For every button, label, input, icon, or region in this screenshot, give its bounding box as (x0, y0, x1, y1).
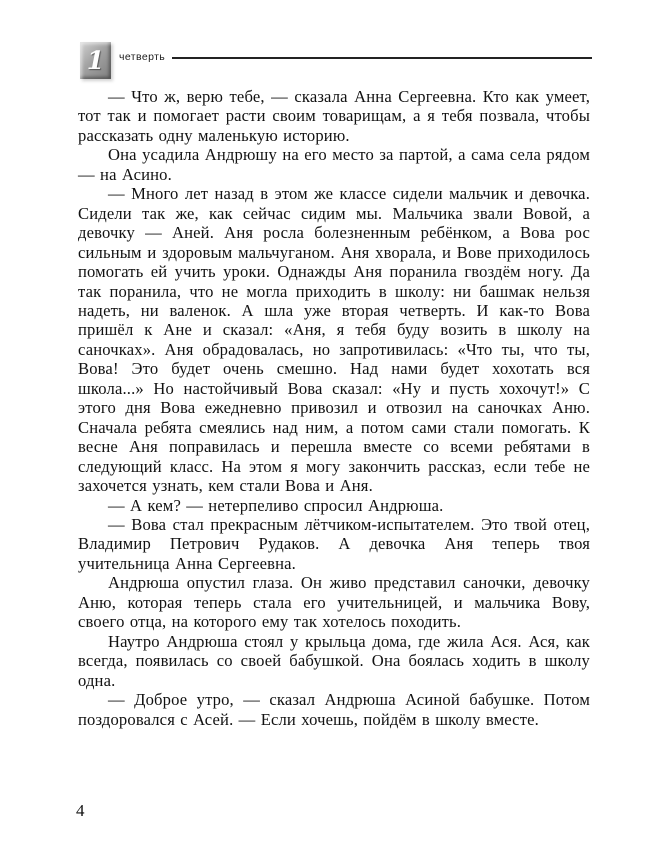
paragraph: — А кем? — нетерпеливо спросил Андрюша. (108, 495, 444, 515)
chapter-header (80, 42, 592, 82)
paragraph: — Вова стал прекрасным лётчиком-испытателем. Это твой отец, Владимир Петрович Рудаков. А девочка Аня теперь твоя учительница Анна Сергеевна. (78, 514, 590, 573)
paragraph: — Доброе утро, — сказал Андрюша Асиной бабушке. Потом поздоровался с Асей. — Если хочешь, пойдём в школу вместе. (78, 690, 590, 729)
paragraph: Наутро Андрюша стоял у крыльца дома, где жила Ася. Ася, как всегда, появилась со своей бабушкой. Она боялась ходить в школу одна. (78, 631, 590, 690)
quarter-number: 1 (86, 46, 105, 75)
quarter-badge (80, 42, 111, 79)
paragraph: — Много лет назад в этом же классе сидели мальчик и девочка. Сидели так же, как сейчас сидим мы. Мальчика звали Вовой, а девочку — Аней. Аня росла болезненным ребёнком, а Вова рос сильным и здоровым мальчуганом. Аня хворала, и Вове приходилось помогать ей учить уроки. Однажды Аня поранила гвоздём ногу. Да так поранила, что не могла приходить в школу: ни башмак нельзя надеть, ни валенок. А шла уже вторая четверть. И как-то Вова пришёл к Ане и сказал: «Аня, я тебя буду возить в школу на саночках». Аня обрадовалась, но запротивилась: «Что ты, что ты, Вова! Это будет очень смешно. Над нами будет хохотать вся школа...» Но настойчивый Вова сказал: «Ну и пусть хохочут!» С этого дня Вова ежедневно привозил и отвозил на саночках Аню. Сначала ребята смеялись над ним, а потом сами стали помогать. К весне Аня поправилась и перешла вместе со всеми ребятами в следующий класс. На этом я могу закончить рассказ, если тебе не захочется узнать, кем стали Вова и Аня. (78, 184, 590, 496)
page-number: 4 (76, 801, 85, 820)
paragraph: Она усадила Андрюшу на его место за партой, а сама села рядом — на Асино. (78, 145, 590, 184)
story-text (78, 87, 590, 729)
header-row (119, 51, 592, 63)
paragraph: — Что ж, верю тебе, — сказала Анна Сергеевна. Кто как умеет, тот так и помогает расти своим товарищам, а я тебя позвала, чтобы рассказать одну маленькую историю. (78, 87, 590, 145)
quarter-label: четверть (119, 51, 166, 63)
paragraph: Андрюша опустил глаза. Он живо представил саночки, девочку Аню, которая теперь стала его учительницей, и мальчика Вову, своего отца, на которого ему так хотелось походить. (78, 573, 590, 632)
header-rule (172, 57, 592, 59)
